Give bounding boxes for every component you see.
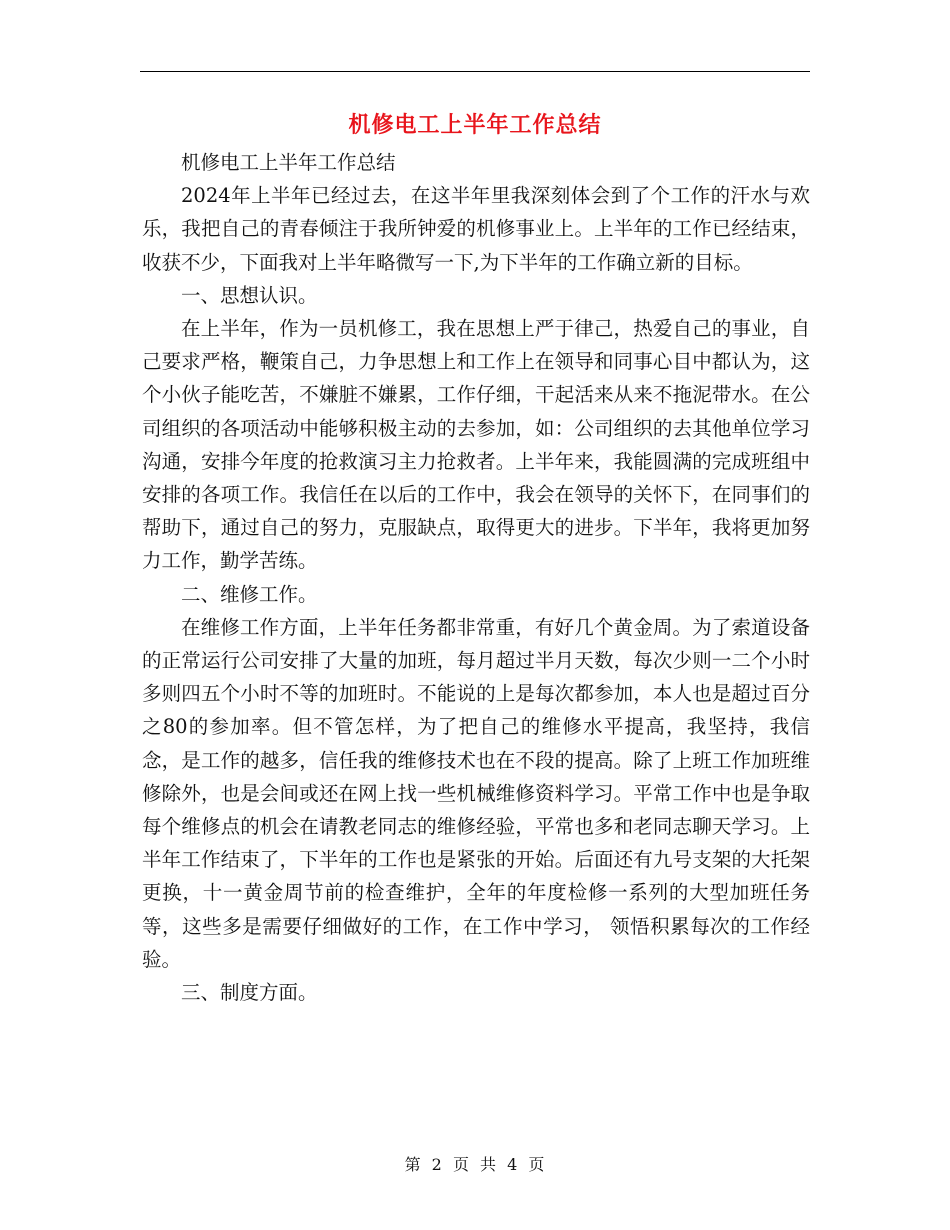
paragraph-thought: 在上半年，作为一员机修工，我在思想上严于律己，热爱自己的事业，自己要求严格，鞭策自己，力争思想上和工作上在领导和同事心目中都认为，这个小伙子能吃苦，不嫌脏不嫌累，工作仔细，干起活来从来不拖泥带水。在公司组织的各项活动中能够积极主动的去参加，如：公司组织的去其他单位学习沟通，安排今年度的抢救演习主力抢救者。上半年来，我能圆满的完成班组中安排的各项工作。我信任在以后的工作中，我会在领导的关怀下，在同事们的帮助下，通过自己的努力，克服缺点，取得更大的进步。下半年，我将更加努力工作，勤学苦练。 xyxy=(142,317,810,573)
document-body xyxy=(142,146,810,1009)
paragraph-intro: 2024年上半年已经过去，在这半年里我深刻体会到了个工作的汗水与欢乐，我把自己的青春倾注于我所钟爱的机修事业上。上半年的工作已经结束，收获不少，下面我对上半年略微写一下,为下半年的工作确立新的目标。 xyxy=(142,184,810,274)
document-title: 机修电工上半年工作总结 xyxy=(348,112,602,138)
paragraph-subtitle: 机修电工上半年工作总结 xyxy=(181,151,396,174)
section-heading-thought: 一、思想认识。 xyxy=(181,283,318,307)
page-number: 第 2 页 共 4 页 xyxy=(404,1155,546,1174)
header-rule xyxy=(140,71,810,72)
section-heading-rules: 三、制度方面。 xyxy=(181,981,318,1005)
section-heading-maintenance: 二、维修工作。 xyxy=(181,582,318,606)
paragraph-maintenance: 在维修工作方面，上半年任务都非常重，有好几个黄金周。为了索道设备的正常运行公司安排了大量的加班，每月超过半月天数，每次少则一二个小时多则四五个小时不等的加班时。不能说的上是每次都参加，本人也是超过百分之80的参加率。但不管怎样，为了把自己的维修水平提高，我坚持，我信念，是工作的越多，信任我的维修技术也在不段的提高。除了上班工作加班维修除外，也是会间或还在网上找一些机械维修资料学习。平常工作中也是争取每个维修点的机会在请教老同志的维修经验，平常也多和老同志聊天学习。上半年工作结束了，下半年的工作也是紧张的开始。后面还有九号支架的大托架更换，十一黄金周节前的检查维护，全年的年度检修一系列的大型加班任务等，这些多是需要仔细做好的工作，在工作中学习， 领悟积累每次的工作经验。 xyxy=(142,615,810,971)
